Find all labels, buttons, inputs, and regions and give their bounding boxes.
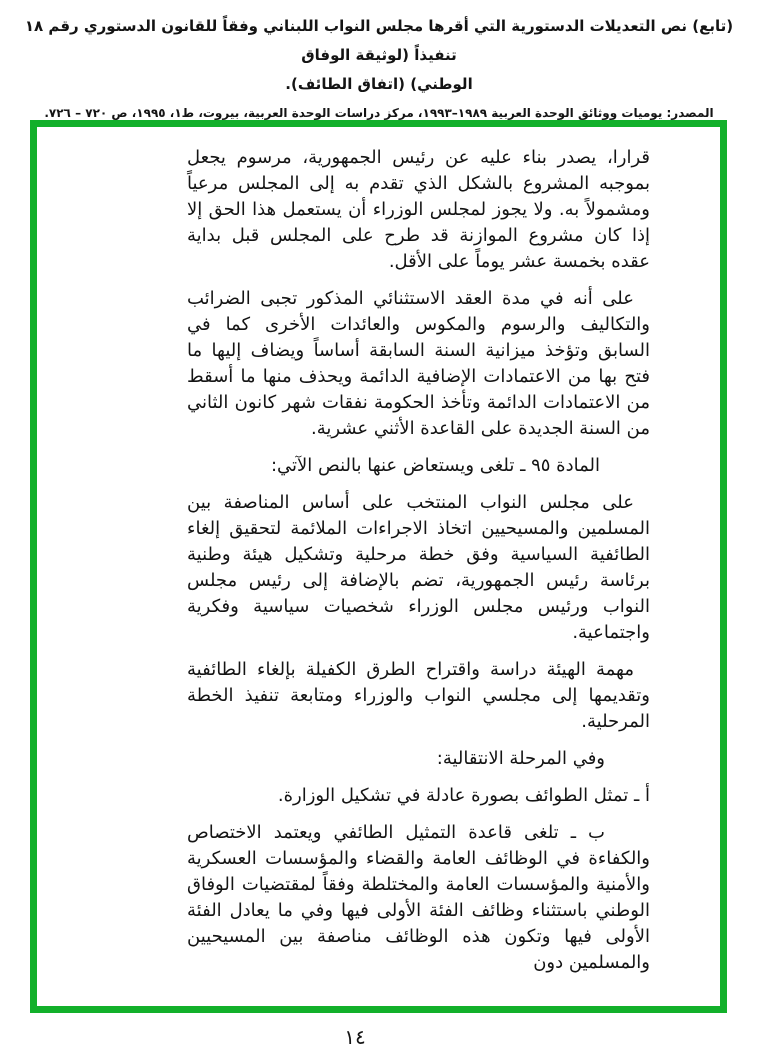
paragraph-budget-decree: قرارا، يصدر بناء عليه عن رئيس الجمهورية، مرسوم يجعل بموجبه المشروع بالشكل الذي تقدم به إلى المجلس مرعياً ومشمولاً به. ولا يجوز لمجلس الوزراء أن يستعمل هذا الحق إلا إذا كان مشروع الموازنة قد طرح على المجلس قبل بداية عقده بخمسة عشر يوماً على الأقل.: [187, 147, 650, 272]
page-number: ١٤: [344, 1025, 366, 1049]
text-column: [37, 127, 720, 1006]
document-title-line2: الوطني) (اتفاق الطائف).: [285, 75, 473, 93]
document-header: [0, 0, 758, 124]
highlight-box: [30, 120, 727, 1013]
list-item-b: ب ـ تلغى قاعدة التمثيل الطائفي ويعتمد الاختصاص والكفاءة في الوظائف العامة والقضاء والمؤسسات العسكرية والأمنية والمؤسسات العامة والمختلطة وفقاً لمقتضيات الوفاق الوطني باستثناء وظائف الفئة الأولى فيها وفي ما يعادل الفئة الأولى فيها وتكون هذه الوظائف مناصفة بين المسيحيين والمسلمين دون: [187, 822, 650, 973]
document-source-citation: المصدر: يوميات ووثائق الوحدة العربية ١٩٨٩–١٩٩٣، مركز دراسات الوحدة العربية، بيروت، ط١، ١٩٩٥، ص ٧٢٠ – ٧٢٦.: [44, 106, 714, 120]
paragraph-committee-mission: مهمة الهيئة دراسة واقتراح الطرق الكفيلة بإلغاء الطائفية وتقديمها إلى مجلسي النواب والوزراء ومتابعة تنفيذ الخطة المرحلية.: [187, 659, 650, 732]
article-95-heading: المادة ٩٥ ـ تلغى ويستعاض عنها بالنص الآتي:: [270, 455, 600, 476]
transitional-phase-heading: وفي المرحلة الانتقالية:: [436, 748, 605, 769]
paragraph-parliament-parity: على مجلس النواب المنتخب على أساس المناصفة بين المسلمين والمسيحيين اتخاذ الاجراءات الملائمة لتحقيق إلغاء الطائفية السياسية وفق خطة مرحلية وتشكيل هيئة وطنية برئاسة رئيس الجمهورية، تضم بالإضافة إلى رئيس مجلس النواب ورئيس مجلس الوزراء شخصيات سياسية وفكرية واجتماعية.: [187, 492, 650, 643]
paragraph-exceptional-taxes: على أنه في مدة العقد الاستثنائي المذكور تجبى الضرائب والتكاليف والرسوم والمكوس والعائدات الأخرى كما في السابق وتؤخذ ميزانية السنة السابقة أساساً ويضاف إليها ما فتح بها من الاعتمادات الإضافية الدائمة ويحذف منها ما أسقط من الاعتمادات الدائمة وتأخذ الحكومة نفقات شهر كانون الثاني من السنة الجديدة على القاعدة الأثني عشرية.: [187, 288, 650, 439]
list-item-a: أ ـ تمثل الطوائف بصورة عادلة في تشكيل الوزارة.: [277, 785, 650, 806]
document-title-line1: (تابع) نص التعديلات الدستورية التي أقرها مجلس النواب اللبناني وفقاً للقانون الدستوري رقم ١٨ تنفيذاً (لوثيقة الوفاق: [24, 17, 734, 64]
